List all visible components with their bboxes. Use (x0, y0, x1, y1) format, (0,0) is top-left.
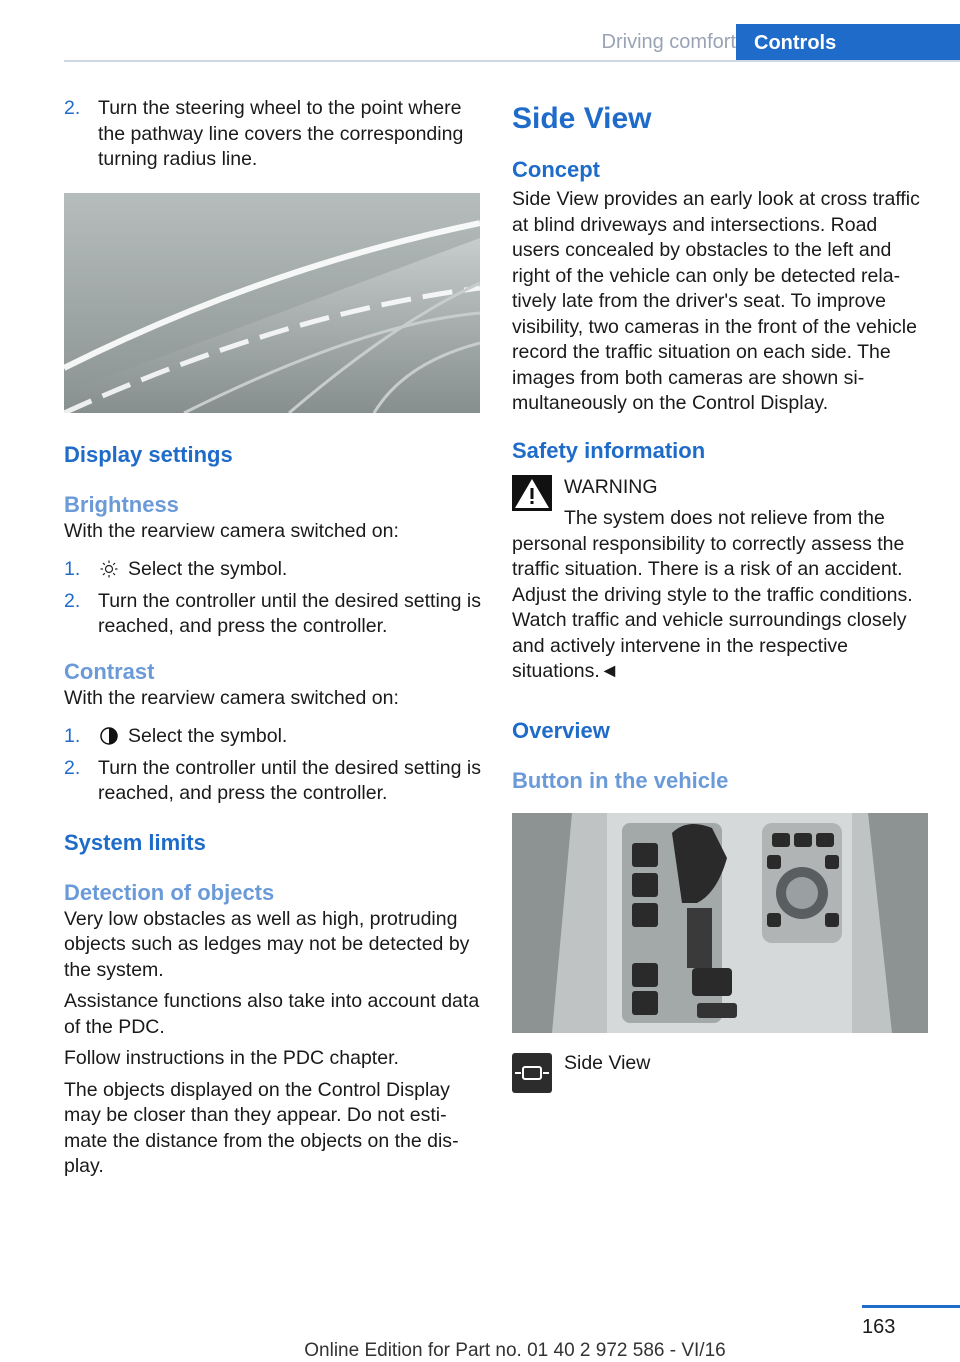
brightness-intro: With the rearview camera switched on: (64, 519, 399, 542)
side-view-button-row (512, 1053, 930, 1093)
side-view-glyph (515, 1062, 549, 1084)
header-section-title: Driving comfort (601, 31, 736, 53)
console-illustration (512, 813, 928, 1033)
right-column (512, 96, 930, 1093)
button-in-vehicle-heading: Button in the vehicle (512, 767, 729, 793)
side-view-label: Side View (564, 1051, 651, 1074)
list-item (64, 756, 482, 807)
concept-heading: Concept (512, 157, 600, 182)
overview-heading: Overview (512, 717, 610, 743)
contrast-intro: With the rearview camera switched on: (64, 686, 399, 709)
list-item (64, 557, 482, 583)
sun-icon (98, 560, 120, 578)
list-text: Turn the steering wheel to the point where the pathway line covers the corresponding turning radius line. (98, 97, 464, 170)
brightness-heading: Brightness (64, 491, 179, 517)
list-item (64, 96, 482, 173)
warning-block (512, 475, 930, 532)
warning-head (564, 475, 885, 532)
footer-edition: Online Edition for Part no. 01 40 2 972 586 - VI/16 (304, 1340, 726, 1361)
turning-radius-image (64, 193, 480, 413)
list-number: 1. (64, 558, 81, 580)
vehicle-console-image (512, 813, 928, 1033)
warning-first-line: The system does not relieve from the (564, 507, 885, 529)
header-chapter-tab: Controls (736, 24, 960, 62)
list-number: 2. (64, 589, 81, 612)
list-item (64, 589, 482, 640)
detection-para: Assistance functions also take into account data of the PDC. (64, 990, 480, 1038)
list-text (98, 557, 482, 583)
list-number: 2. (64, 97, 81, 119)
concept-text: Side View provides an early look at cross traffic at blind driveways and intersections. Road users concealed by obstacles to the left and right of the vehicle can only be detected relatively late from the driver's seat. To improve visibility, two cameras in the front of the vehicle record the traffic situation on each side. The images from both cameras are shown simultaneously on the Control Display. (512, 188, 920, 414)
detection-para: The objects displayed on the Control Display may be closer than they appear. Do not estimate the distance from the objects on the display. (64, 1078, 459, 1177)
list-item (64, 724, 482, 750)
contrast-icon (98, 727, 120, 745)
turning-radius-illustration (64, 193, 480, 413)
detection-para: Very low obstacles as well as high, protruding objects such as ledges may not be detected by the system. (64, 907, 470, 981)
side-view-icon (512, 1053, 552, 1093)
detection-para: Follow instructions in the PDC chapter. (64, 1047, 399, 1069)
header-rule (64, 60, 960, 62)
footer-rule (862, 1305, 960, 1308)
side-view-title: Side View (512, 102, 652, 135)
list-text: Turn the controller until the desired setting is reached, and press the controller. (98, 756, 481, 804)
contrast-heading: Contrast (64, 658, 155, 684)
list-text-label: Select the symbol. (128, 558, 288, 580)
detection-heading: Detection of objects (64, 879, 275, 905)
page-number: 163 (862, 1316, 896, 1338)
safety-heading: Safety information (512, 437, 706, 463)
warning-text: personal responsibility to correctly assess the traffic situation. There is a risk of an accident. Adjust the driving style to the traffic conditions. Watch traffic and vehicle surroundings closely and actively intervene in the respective situations.◄ (512, 532, 913, 682)
list-text (98, 724, 482, 750)
warning-label: WARNING (564, 475, 658, 498)
warning-triangle-icon (512, 475, 552, 511)
list-text-label: Select the symbol. (128, 725, 288, 747)
list-number: 1. (64, 725, 81, 747)
display-settings-heading: Display settings (64, 441, 233, 467)
list-number: 2. (64, 756, 81, 779)
list-text: Turn the controller until the desired setting is reached, and press the controller. (98, 589, 481, 637)
left-column (64, 96, 482, 1180)
system-limits-heading: System limits (64, 829, 206, 855)
